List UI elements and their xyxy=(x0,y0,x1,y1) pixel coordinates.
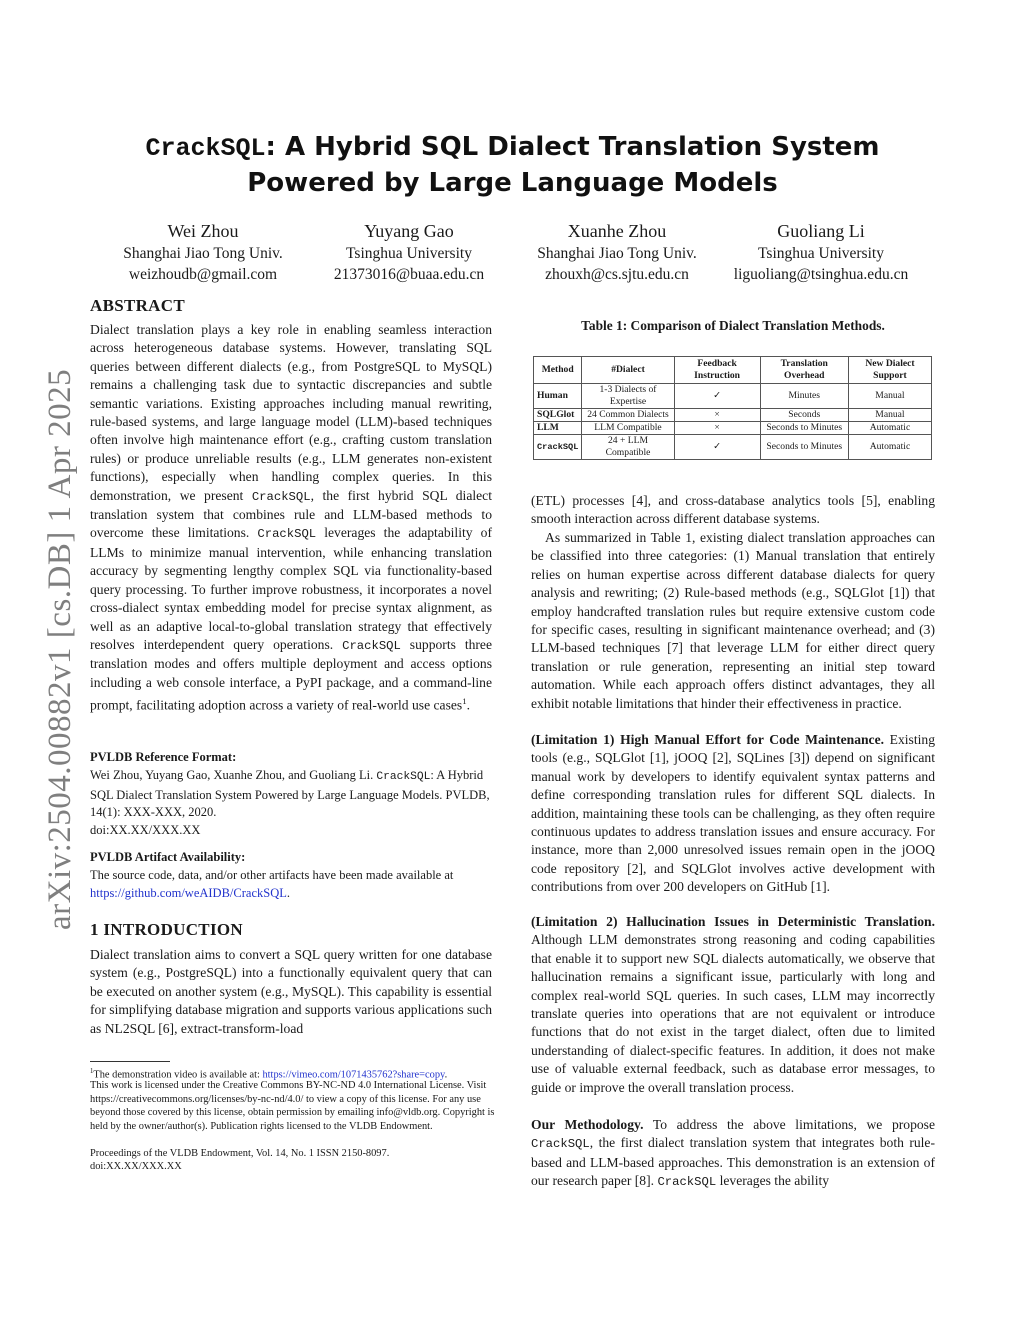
reference-authors: Wei Zhou, Yuyang Gao, Xuanhe Zhou, and Guoliang Li. xyxy=(90,768,377,782)
abstract-text: , the first hybrid SQL dialect translation system that combines rule and LLM-based methods to overcome these limitations. xyxy=(90,487,492,541)
system-name: CrackSQL xyxy=(657,1175,717,1190)
author-2 xyxy=(294,219,524,285)
table-cell-support: Manual xyxy=(848,384,931,409)
comparison-table xyxy=(533,356,932,460)
table-header-cell: Feedback Instruction xyxy=(674,357,760,384)
abstract-text: supports three translation modes and offers multiple deployment and access options including a web console interface, a PyPI package, and a command-line prompt, facilitating adoption across a variety of real-world use cases xyxy=(90,636,492,713)
methodology-text: , the first dialect translation system that integrates both rule-based and LLM-based approaches. This demonstration is an extension of our research paper [8]. xyxy=(531,1135,935,1189)
artifact-text xyxy=(90,867,495,902)
table-row xyxy=(534,384,932,409)
table-cell-overhead: Seconds to Minutes xyxy=(760,422,848,435)
demo-video-link[interactable]: https://vimeo.com/1071435762?share=copy xyxy=(262,1069,445,1081)
author-affiliation: Tsinghua University xyxy=(758,245,884,262)
artifact-link[interactable]: https://github.com/weAIDB/CrackSQL xyxy=(90,885,287,900)
table-cell-method: SQLGlot xyxy=(534,409,582,422)
abstract-end: . xyxy=(466,697,471,713)
methodology-text: leverages the ability xyxy=(716,1173,830,1189)
right-paragraph-summary: As summarized in Table 1, existing dialect translation approaches can be classified into three categories: (1) Manual translation that entirely relies on human expertise across different database dialects for query analysis and rewriting; (2) Rule-based methods (e.g., SQLGlot [1]) that employ handcrafted translation rules but require extensive custom code for specific cases, resulting in significant maintenance overhead; and (3) LLM-based techniques [7] that leverage LLM for either direct query translation or rule generation, representing an initial step toward automation. While each approach offers distinct advantages, they all exhibit notable limitations that hinder their effectiveness in practice. xyxy=(531,530,935,711)
reference-format-heading: PVLDB Reference Format: xyxy=(90,750,237,764)
arxiv-identifier-stamp: arXiv:2504.00882v1 [cs.DB] 1 Apr 2025 xyxy=(42,368,78,930)
methodology-heading: Our Methodology. xyxy=(531,1117,644,1132)
footnote-license: This work is licensed under the Creative Commons BY-NC-ND 4.0 International License. Visit https://creativecommons.org/licenses/by-nc-nd/4.0/ to view a copy of this license. For any use beyond those covered by this license, obtain permission by emailing info@vldb.org. Copyright is held by the owner/author(s). Publication rights licensed to the VLDB Endowment. xyxy=(90,1080,495,1132)
limitation-1-heading: (Limitation 1) High Manual Effort for Code Maintenance. xyxy=(531,732,885,747)
table-header-cell: #Dialect xyxy=(582,357,674,384)
footnote-doi: doi:XX.XX/XXX.XX xyxy=(90,1161,182,1172)
table-cell-feedback: ✓ xyxy=(674,435,760,460)
table-cell-support: Automatic xyxy=(848,422,931,435)
methodology-paragraph xyxy=(531,1116,935,1192)
table-cell-dialect: 24 + LLM Compatible xyxy=(582,435,674,460)
author-3 xyxy=(502,219,732,285)
table-row xyxy=(534,422,932,435)
author-name: Yuyang Gao xyxy=(364,221,454,241)
table-cell-feedback: ✓ xyxy=(674,384,760,409)
table-cell-method: CrackSQL xyxy=(534,435,582,460)
footnote-proceedings: Proceedings of the VLDB Endowment, Vol. 14, No. 1 ISSN 2150-8097. xyxy=(90,1148,390,1159)
table-header-row xyxy=(534,357,932,384)
table-header-cell: New Dialect Support xyxy=(848,357,931,384)
introduction-paragraph: Dialect translation aims to convert a SQL query written for one database system (e.g., PostgreSQL) into a functionally equivalent query that can be executed on another system (e.g., MySQL). This capability is essential for simplifying database migration and supports various applications such as NL2SQL [6], extract-transform-load xyxy=(90,947,492,1036)
author-affiliation: Shanghai Jiao Tong Univ. xyxy=(123,245,283,262)
author-name: Wei Zhou xyxy=(167,221,239,241)
table-cell-feedback: × xyxy=(674,422,760,435)
author-email: zhouxh@cs.sjtu.edu.cn xyxy=(545,266,689,283)
table-cell-support: Manual xyxy=(848,409,931,422)
abstract-text: Dialect translation plays a key role in enabling seamless interaction across heterogeneous database systems. However, translating SQL queries between different dialects (e.g., from PostgreSQL to MySQL) remains a challenging task due to syntactic discrepancies and subtle semantic variations. Existing approaches including manual rewriting, rule-based systems, and large language model (LLM)-based techniques often involve high maintenance effort (e.g., crafting custom translation rules) or produce unreliable results (e.g., LLM generates non-existent functions), especially when handling complex queries. In this demonstration, we present xyxy=(90,322,492,503)
table-cell-overhead: Seconds xyxy=(760,409,848,422)
methodology-text: To address the above limitations, we propose xyxy=(643,1117,935,1132)
reference-doi: doi:XX.XX/XXX.XX xyxy=(90,822,201,837)
system-name: CrackSQL xyxy=(257,527,317,542)
author-affiliation: Shanghai Jiao Tong Univ. xyxy=(537,245,697,262)
footnote-marker[interactable]: 1 xyxy=(462,696,467,707)
footnote-demo-text: The demonstration video is available at: xyxy=(93,1069,263,1081)
author-email: weizhoudb@gmail.com xyxy=(128,266,278,283)
table-cell-dialect: 1-3 Dialects of Expertise xyxy=(582,384,674,409)
reference-title: : A Hybrid SQL Dialect Translation System Powered by Large Language Models. PVLDB, 14(1): XXX-XXX, 2020. xyxy=(90,768,490,819)
table-row xyxy=(534,409,932,422)
limitation-1-paragraph xyxy=(531,731,935,897)
system-name: CrackSQL xyxy=(342,638,401,653)
system-name: CrackSQL xyxy=(251,489,311,504)
artifact-end: . xyxy=(286,885,290,900)
author-1 xyxy=(88,219,318,285)
abstract-heading: ABSTRACT xyxy=(90,296,185,315)
table-cell-overhead: Minutes xyxy=(760,384,848,409)
table-cell-method: LLM xyxy=(534,422,582,435)
title-rest: : A Hybrid SQL Dialect Translation System Powered by Large Language Models xyxy=(247,132,880,198)
author-name: Guoliang Li xyxy=(777,221,865,241)
table-header-cell: Translation Overhead xyxy=(760,357,848,384)
footnote-demo-end: . xyxy=(444,1069,448,1081)
artifact-description: The source code, data, and/or other artifacts have been made available at xyxy=(90,868,454,882)
author-affiliation: Tsinghua University xyxy=(346,245,472,262)
author-email: 21373016@buaa.edu.cn xyxy=(333,266,485,283)
right-paragraph-etl: (ETL) processes [4], and cross-database analytics tools [5], enabling smooth interaction across different database systems. xyxy=(531,493,935,527)
footnote-number: 1 xyxy=(90,1068,94,1075)
limitation-2-paragraph xyxy=(531,913,935,1097)
table-cell-support: Automatic xyxy=(848,435,931,460)
introduction-heading: 1 INTRODUCTION xyxy=(90,920,243,939)
table-cell-dialect: LLM Compatible xyxy=(582,422,674,435)
table-header-cell: Method xyxy=(534,357,582,384)
table-cell-dialect: 24 Common Dialects xyxy=(582,409,674,422)
author-4 xyxy=(706,219,936,285)
author-email: liguoliang@tsinghua.edu.cn xyxy=(733,266,909,283)
table-row xyxy=(534,435,932,460)
limitation-2-text: Although LLM demonstrates strong reasoning and coding capabilities that enable it to support new SQL dialects automatically, we observe that hallucination remains a significant issue, particularly with long and complex real-world SQL queries. In such cases, LLM may incorrectly translate queries into operations that are not equivalent or introduce functions that do not exist in the target dialect, often due to limited understanding of dialect-specific features. In addition, it does not make use of valuable external feedback, such as database error messages, to guide or improve the overall translation process. xyxy=(531,932,935,1095)
table-cell-feedback: × xyxy=(674,409,760,422)
system-name: CrackSQL xyxy=(376,771,431,783)
footnote-divider xyxy=(90,1061,170,1062)
limitation-2-heading: (Limitation 2) Hallucination Issues in Deterministic Translation. xyxy=(531,914,935,929)
table-cell-method: Human xyxy=(534,384,582,409)
author-name: Xuanhe Zhou xyxy=(567,221,667,241)
table-caption: Table 1: Comparison of Dialect Translation Methods. xyxy=(581,318,885,333)
abstract-text: leverages the adaptability of LLMs to minimize manual intervention, while enhancing translation accuracy by segmenting lengthy complex SQL via functionality-based query processing. To further improve robustness, it incorporates a novel cross-dialect syntax embedding model for precise syntax alignment, as well as an adaptive local-to-global translation strategy that effectively resolves interdependent query operations. xyxy=(90,525,492,652)
limitation-1-text: Existing tools (e.g., SQLGlot [1], jOOQ [2], SQLines [3]) depend on significant manual work by developers to identify equivalent syntax patterns and define corresponding translation rules for different SQL dialects. In addition, maintaining these tools can be challenging, as they often require continuous updates to address translation issues and ensure accuracy. For instance, more than 2,000 unresolved issues remain open in the jOOQ code repository [2], and SQLGlot involves active development with contributions from over 200 developers on GitHub [1]. xyxy=(531,732,935,895)
system-name: CrackSQL xyxy=(531,1137,590,1152)
reference-format-text xyxy=(90,767,495,839)
table-cell-overhead: Seconds to Minutes xyxy=(760,435,848,460)
artifact-heading: PVLDB Artifact Availability: xyxy=(90,850,246,864)
paper-title xyxy=(90,130,935,201)
title-system-name: CrackSQL xyxy=(145,134,266,163)
abstract-paragraph xyxy=(90,321,492,715)
